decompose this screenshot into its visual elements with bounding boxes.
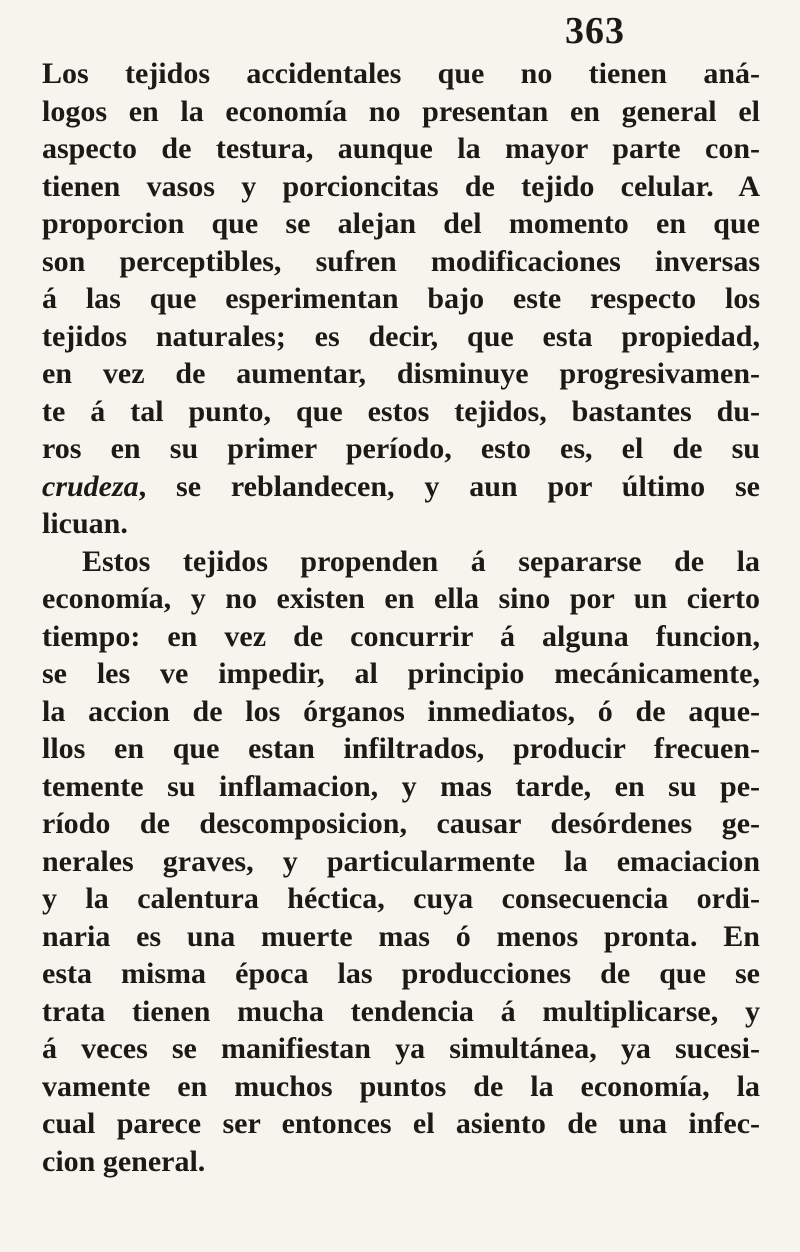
text-line: á veces se manifiestan ya simultánea, ya sucesi-: [42, 1032, 760, 1065]
text-line: cual parece ser entonces el asiento de una infec-: [42, 1107, 760, 1140]
text-line: llos en que estan infiltrados, producir frecuen-: [42, 732, 760, 765]
text-line: aspecto de testura, aunque la mayor parte con-: [42, 132, 760, 165]
text-line: ríodo de descomposicion, causar desórdenes ge-: [42, 807, 760, 840]
text-line: te á tal punto, que estos tejidos, bastantes du-: [42, 394, 760, 428]
text-line: licuan.: [42, 507, 128, 540]
text-line: tienen vasos y porcioncitas de tejido celular. A: [42, 169, 760, 203]
text-line: economía, y no existen en ella sino por un cierto: [42, 582, 760, 615]
text-line: y la calentura héctica, cuya consecuencia ordi-: [42, 882, 760, 915]
text-line: tejidos naturales; es decir, que esta propiedad,: [42, 319, 760, 353]
text-line-with-italic: crudeza, se reblandecen, y aun por último se: [42, 469, 760, 503]
text-line: ros en su primer período, esto es, el de su: [42, 432, 760, 465]
text-line: proporcion que se alejan del momento en que: [42, 207, 760, 240]
body-text: [42, 55, 760, 1180]
text-line: trata tienen mucha tendencia á multiplicarse, y: [42, 994, 760, 1028]
text-line: vamente en muchos puntos de la economía, la: [42, 1069, 760, 1103]
text-line: nerales graves, y particularmente la emaciacion: [42, 844, 760, 878]
text-line: la accion de los órganos inmediatos, ó de aque-: [42, 694, 760, 728]
page-number: 363: [565, 10, 625, 52]
italic-word: crudeza: [42, 469, 139, 503]
text-line: Los tejidos accidentales que no tienen aná-: [42, 57, 760, 90]
text-line: en vez de aumentar, disminuye progresivamen-: [42, 357, 760, 390]
paragraph-2: [42, 543, 760, 1181]
text-line: tiempo: en vez de concurrir á alguna funcion,: [42, 619, 760, 653]
text-line: temente su inflamacion, y mas tarde, en su pe-: [42, 769, 760, 803]
text-line: cion general.: [42, 1144, 206, 1178]
text-line: logos en la economía no presentan en general el: [42, 94, 760, 128]
text-line: se les ve impedir, al principio mecánicamente,: [42, 657, 760, 690]
text-line: naria es una muerte mas ó menos pronta. En: [42, 919, 760, 953]
paragraph-1: [42, 55, 760, 543]
text-line: Estos tejidos propenden á separarse de la: [82, 544, 760, 578]
text-line: son perceptibles, sufren modificaciones inversas: [42, 244, 760, 278]
text-line: esta misma época las producciones de que se: [42, 957, 760, 990]
text-line: á las que esperimentan bajo este respecto los: [42, 282, 760, 315]
